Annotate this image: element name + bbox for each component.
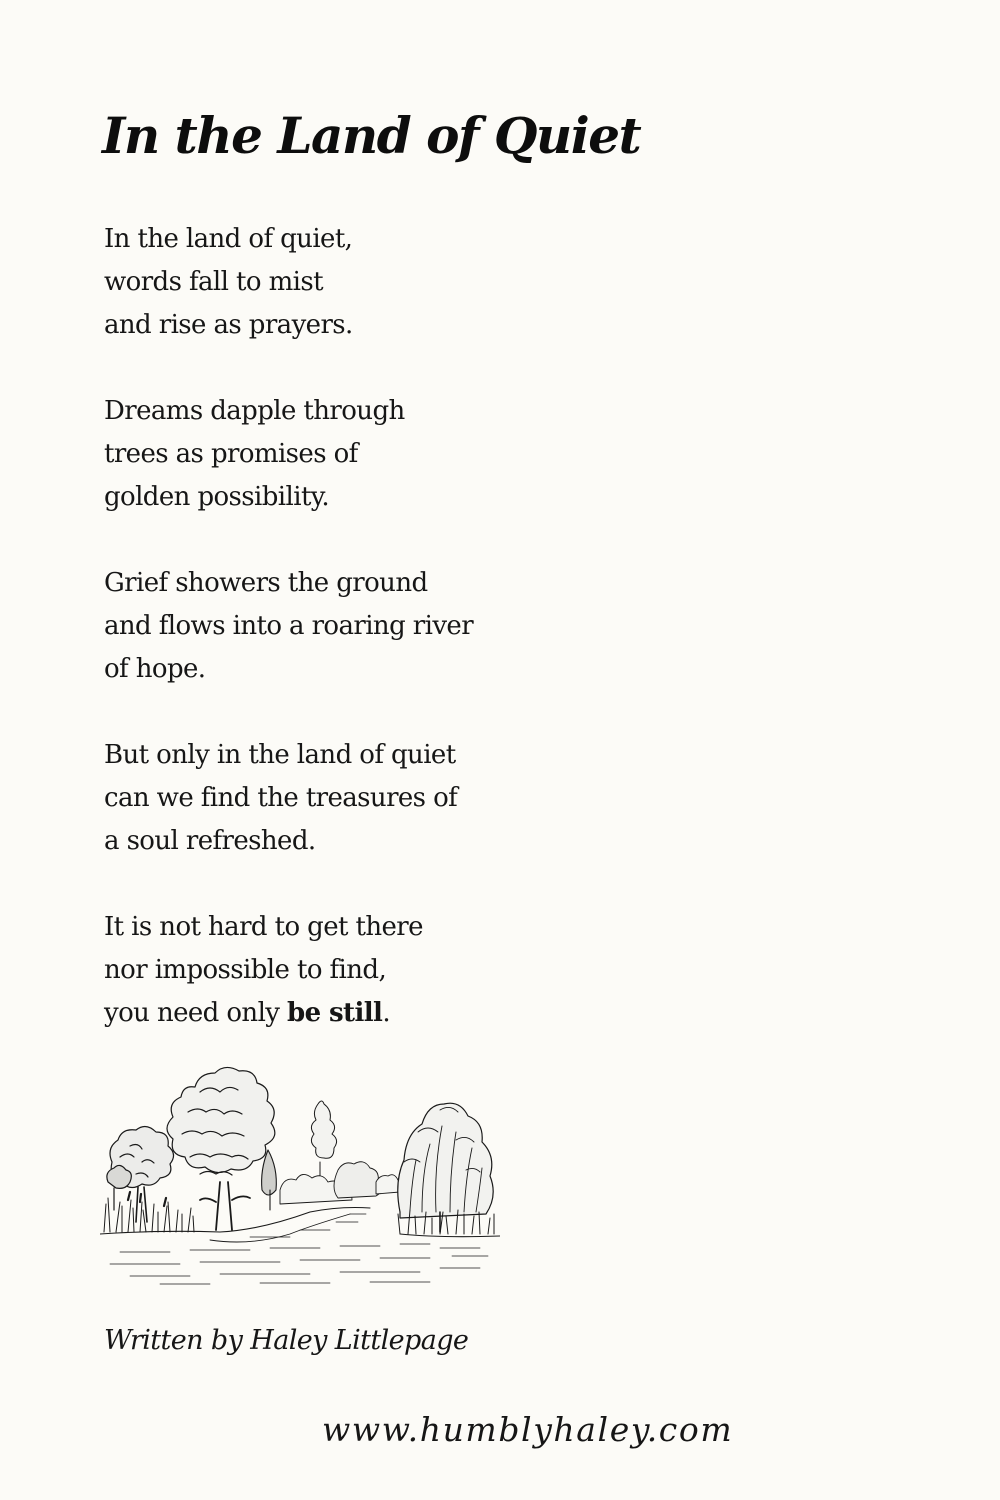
poem-line: Grief showers the ground: [104, 568, 428, 598]
poem-line: nor impossible to find,: [104, 955, 387, 985]
poem-line: In the land of quiet,: [104, 224, 353, 254]
stanza: [104, 390, 664, 519]
left-tree-cluster: [107, 1126, 174, 1222]
last-line-start: you need only: [104, 998, 288, 1028]
stanza: [104, 218, 664, 347]
poem-line: Dreams dapple through: [104, 396, 405, 426]
river-water: [110, 1214, 488, 1284]
poem-line: But only in the land of quiet: [104, 740, 456, 770]
stanza: [104, 906, 664, 1035]
landscape-illustration: [100, 1062, 500, 1287]
background-shrubs: [280, 1162, 402, 1204]
poem-line: can we find the treasures of: [104, 783, 458, 813]
poem-line: of hope.: [104, 654, 206, 684]
poem-line: trees as promises of: [104, 439, 358, 469]
emphasis-text: be still: [287, 998, 383, 1028]
poem-title: In the Land of Quiet: [102, 106, 641, 165]
poem-line: golden possibility.: [104, 482, 330, 512]
author-credit: Written by Haley Littlepage: [104, 1325, 469, 1356]
poem-line: words fall to mist: [104, 267, 323, 297]
conifer-tree: [262, 1150, 277, 1210]
poem-line: and rise as prayers.: [104, 310, 353, 340]
stanza: [104, 734, 664, 863]
poem-body: [104, 218, 664, 1078]
last-line-end: .: [382, 998, 390, 1028]
poem-last-line: [104, 992, 664, 1035]
stanza: [104, 562, 664, 691]
website-url: www.humblyhaley.com: [322, 1410, 734, 1449]
poem-line: It is not hard to get there: [104, 912, 423, 942]
large-tree: [167, 1067, 275, 1230]
poem-line: a soul refreshed.: [104, 826, 316, 856]
poem-line: and flows into a roaring river: [104, 611, 474, 641]
